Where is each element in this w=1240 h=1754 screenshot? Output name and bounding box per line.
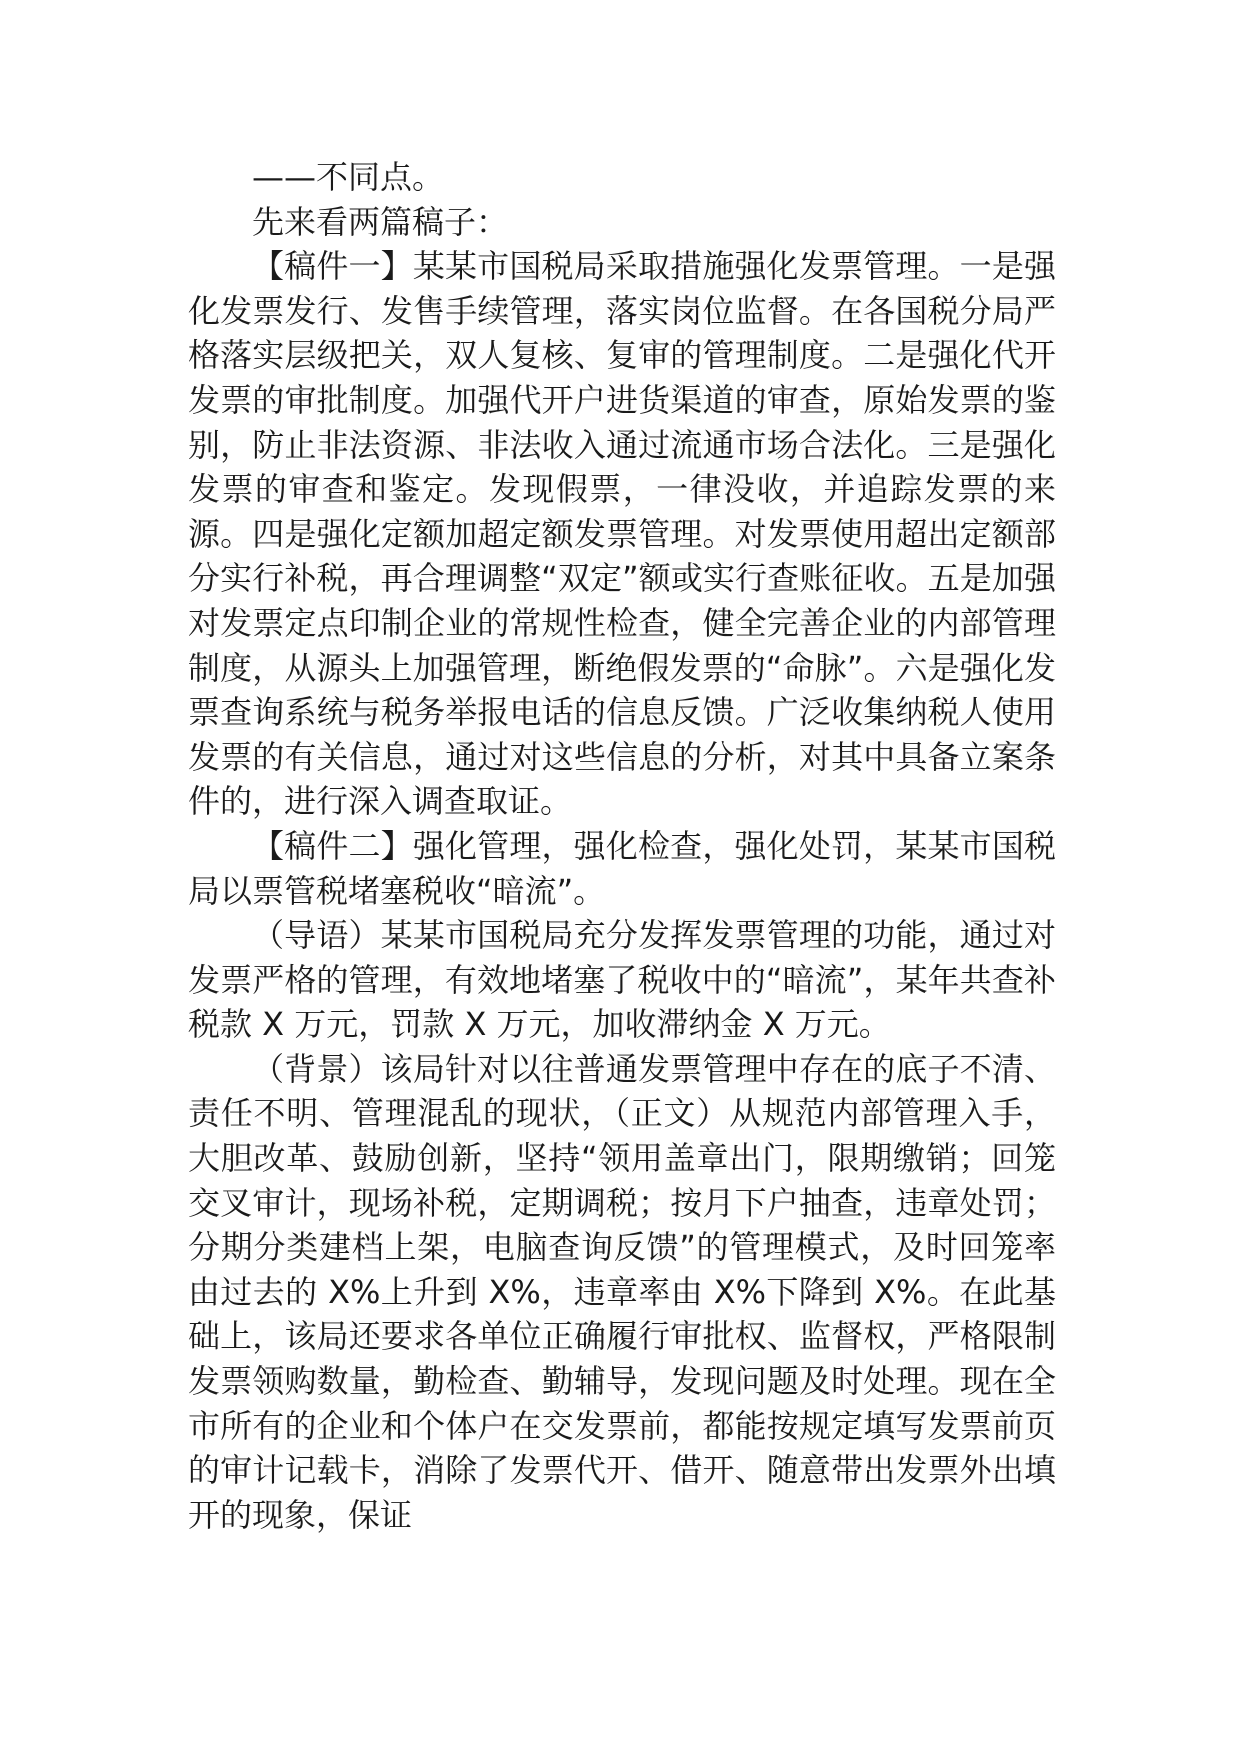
body-text: [188, 155, 1056, 1537]
paragraph-lead: （导语）某某市国税局充分发挥发票管理的功能，通过对发票严格的管理，有效地堵塞了税收中的“暗流”，某年共查补税款 X 万元，罚款 X 万元，加收滞纳金 X 万元。: [188, 916, 1056, 1044]
paragraph-draft-one: 【稿件一】某某市国税局采取措施强化发票管理。一是强化发票发行、发售手续管理，落实岗位监督。在各国税分局严格落实层级把关，双人复核、复审的管理制度。二是强化代开发票的审批制度。加强代开户进货渠道的审查，原始发票的鉴别，防止非法资源、非法收入通过流通市场合法化。三是强化发票的审查和鉴定。发现假票，一律没收，并追踪发票的来源。四是强化定额加超定额发票管理。对发票使用超出定额部分实行补税，再合理调整“双定”额或实行查账征收。五是加强对发票定点印制企业的常规性检查，健全完善企业的内部管理制度，从源头上加强管理，断绝假发票的“命脉”。六是强化发票查询系统与税务举报电话的信息反馈。广泛收集纳税人使用发票的有关信息，通过对这些信息的分析，对其中具备立案条件的，进行深入调查取证。: [188, 247, 1056, 821]
paragraph-intro: 先来看两篇稿子：: [252, 202, 509, 241]
paragraph-difference: ——不同点。: [252, 158, 445, 196]
paragraph-background: （背景）该局针对以往普通发票管理中存在的底子不清、责任不明、管理混乱的现状，（正文）从规范内部管理入手，大胆改革、鼓励创新，坚持“领用盖章出门，限期缴销；回笼交叉审计，现场补税，定期调税；按月下户抽查，违章处罚；分期分类建档上架，电脑查询反馈”的管理模式，及时回笼率由过去的 X%上升到 X%，违章率由 X%下降到 X%。在此基础上，该局还要求各单位正确履行审批权、监督权，严格限制发票领购数量，勤检查、勤辅导，发现问题及时处理。现在全市所有的企业和个体户在交发票前，都能按规定填写发票前页的审计记载卡，消除了发票代开、借开、随意带出发票外出填开的现象，保证: [188, 1049, 1056, 1534]
paragraph-draft-two-headline: 【稿件二】强化管理，强化检查，强化处罚，某某市国税局以票管税堵塞税收“暗流”。: [188, 826, 1056, 910]
